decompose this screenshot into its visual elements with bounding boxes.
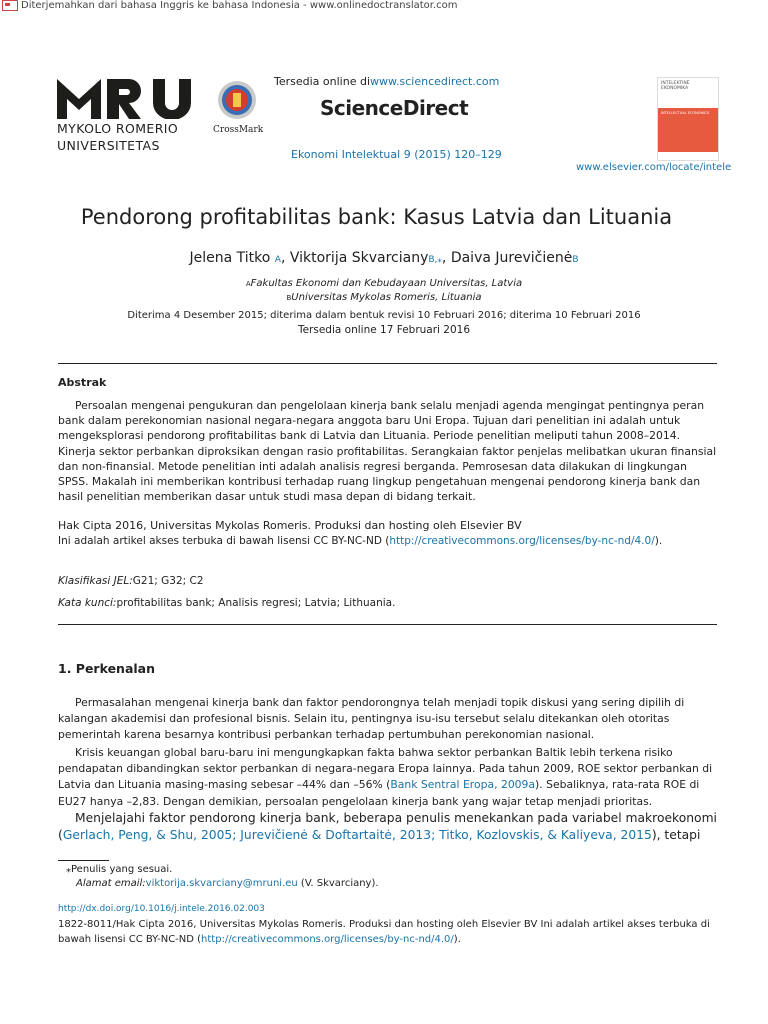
- intro-paragraph-3: [58, 810, 720, 843]
- mru-logo-mark: [57, 79, 199, 119]
- author-name: , Viktorija Skvarciany: [280, 250, 429, 266]
- elsevier-journal-link[interactable]: www.elsevier.com/locate/intele: [576, 162, 732, 173]
- online-date: Tersedia online 17 Februari 2016: [297, 324, 471, 336]
- translator-banner-text: Diterjemahkan dari bahasa Inggris ke bahasa Indonesia - www.onlinedoctranslator.com: [21, 0, 458, 11]
- para3-text-b: ), tetapi: [651, 827, 701, 842]
- cover-title: INTELEKTINĖ EKONOMIKA: [661, 81, 690, 91]
- crossmark-badge[interactable]: [213, 80, 264, 135]
- author-affil-marker[interactable]: A: [274, 255, 281, 265]
- doi-link[interactable]: http://dx.doi.org/10.1016/j.intele.2016.02.003: [58, 904, 265, 914]
- license-link[interactable]: http://creativecommons.org/licenses/by-nc-nd/4.0/: [389, 535, 655, 547]
- email-label: Alamat email:: [76, 878, 146, 889]
- para3-text-a: Menjelajahi faktor pendorong kinerja bank, beberapa penulis menekankan pada variabel makroekonomi (: [58, 811, 717, 842]
- author-name: Jelena Titko: [189, 250, 275, 266]
- footer-license-link[interactable]: http://creativecommons.org/licenses/by-nc-nd/4.0/: [201, 934, 454, 945]
- para2-text-b: ). Sebaliknya, rata-rata ROE di EU27 hanya –2,83. Dengan demikian, persoalan pengelolaan kinerja bank yang wajar tetap menjadi prioritas.: [58, 778, 700, 808]
- affiliation-b: [0, 292, 768, 303]
- email-suffix: (V. Skvarciany).: [297, 878, 379, 889]
- abstract-heading: Abstrak: [58, 376, 107, 389]
- article-title: Pendorong profitabilitas bank: Kasus Latvia dan Lituania: [80, 205, 673, 229]
- keywords-label: Kata kunci:: [58, 597, 117, 609]
- journal-reference[interactable]: Ekonomi Intelektual 9 (2015) 120–129: [291, 148, 502, 161]
- university-logo: [57, 79, 199, 153]
- author-list: [0, 250, 768, 266]
- footnote-divider: [58, 860, 109, 861]
- footer-text-b: ).: [453, 934, 461, 945]
- license-prefix: Ini adalah artikel akses terbuka di bawah lisensi CC BY-NC-ND (: [58, 535, 390, 547]
- license-suffix: ).: [654, 535, 663, 547]
- jel-label: Klasifikasi JEL:: [58, 575, 133, 587]
- affiliation-b-marker: B: [286, 294, 292, 302]
- jel-classification: [58, 575, 204, 587]
- citation-link[interactable]: Gerlach, Peng, & Shu, 2005; Jurevičienė & Doftartaitė, 2013; Titko, Kozlovskis, & Kaliyeva, 2015: [62, 827, 652, 842]
- keywords-value: profitabilitas bank; Analisis regresi; Latvia; Lithuania.: [116, 597, 396, 609]
- divider-bottom: [58, 624, 717, 625]
- abstract-body: Persoalan mengenai pengukuran dan pengelolaan kinerja bank selalu menjadi agenda mengingat pentingnya peran bank dalam perekonomian nasional negara-negara anggota baru Uni Eropa. Tujuan dari penelitian ini adalah untuk mengeksplorasi pendorong profitabilitas bank di Latvia dan Lituania. Periode penelitian meliputi tahun 2008–2014. Kinerja sektor perbankan diproksikan dengan rasio profitabilitas. Serangkaian faktor penjelas melibatkan ukuran finansial dan non-finansial. Metode penelitian inti adalah analisis regresi berganda. Pemrosesan data dilakukan di lingkungan SPSS. Makalah ini memberikan kontribusi terhadap ruang lingkup pengetahuan mengenai pendorong kinerja bank dan hasil penelitian memberikan dasar untuk studi masa depan di bidang terkait.: [58, 399, 717, 504]
- author-affil-marker[interactable]: B: [572, 255, 579, 265]
- online-prefix: Tersedia online di: [274, 75, 371, 88]
- section-heading: 1. Perkenalan: [58, 661, 156, 676]
- affiliation-a-text: Fakultas Ekonomi dan Kebudayaan Universitas, Latvia: [250, 278, 523, 289]
- license-line: [58, 535, 662, 547]
- sciencedirect-logo: ScienceDirect: [320, 96, 469, 120]
- university-name-line2: UNIVERSITETAS: [57, 138, 160, 153]
- intro-paragraph-2: [58, 745, 720, 810]
- author-name: , Daiva Jurevičienė: [441, 250, 573, 266]
- translator-banner[interactable]: [2, 0, 458, 11]
- footnote-email: [76, 878, 379, 889]
- cover-subtitle: INTELLECTUAL ECONOMICS: [661, 111, 710, 115]
- keywords: [58, 597, 395, 609]
- citation-link[interactable]: Bank Sentral Eropa, 2009a: [390, 778, 536, 792]
- affiliation-a: [0, 278, 768, 289]
- crossmark-label: CrossMark: [213, 125, 264, 135]
- para2-text-a: Krisis keuangan global baru-baru ini mengungkapkan fakta bahwa sektor perbankan Baltik lebih terkena risiko pendapatan dibandingkan sektor perbankan di negara-negara Eropa lainnya. Pada tahun 2009, ROE sektor perbankan di Latvia dan Lituania masing-masing sebesar –44% dan –56% (: [58, 746, 713, 792]
- footer-license: [58, 917, 720, 947]
- copyright-line: Hak Cipta 2016, Universitas Mykolas Romeris. Produksi dan hosting oleh Elsevier BV: [58, 519, 522, 532]
- intro-paragraph-1: Permasalahan mengenai kinerja bank dan faktor pendorongnya telah menjadi topik diskusi yang sering dipilih di kalangan akademisi dan profesional bisnis. Selain itu, pentingnya isu-isu tersebut selalu ditekankan oleh otoritas pemerintah karena besarnya kontribusi perbankan terhadap pertumbuhan perekonomian nasional.: [58, 696, 685, 742]
- affiliation-b-text: Universitas Mykolas Romeris, Lituania: [291, 292, 482, 303]
- journal-cover: [657, 77, 719, 161]
- crossmark-icon: [217, 80, 257, 120]
- email-link[interactable]: viktorija.skvarciany@mruni.eu: [145, 878, 298, 889]
- article-history: Diterima 4 Desember 2015; diterima dalam bentuk revisi 10 Februari 2016; diterima 10 Februari 2016: [127, 310, 641, 321]
- university-name-line1: MYKOLO ROMERIO: [57, 121, 179, 136]
- translator-icon: [2, 0, 18, 11]
- online-availability: [274, 75, 499, 88]
- affiliation-a-marker: A: [245, 280, 251, 288]
- divider-top: [58, 363, 717, 364]
- author-affil-marker[interactable]: B,⁎: [428, 255, 442, 265]
- footer-text-a: 1822-8011/Hak Cipta 2016, Universitas Mykolas Romeris. Produksi dan hosting oleh Elsevier BV Ini adalah artikel akses terbuka di bawah lisensi CC BY-NC-ND (: [58, 919, 710, 945]
- footnote-corresponding: ⁎Penulis yang sesuai.: [66, 864, 173, 875]
- jel-value: G21; G32; C2: [132, 575, 204, 587]
- sciencedirect-link[interactable]: www.sciencedirect.com: [370, 75, 500, 88]
